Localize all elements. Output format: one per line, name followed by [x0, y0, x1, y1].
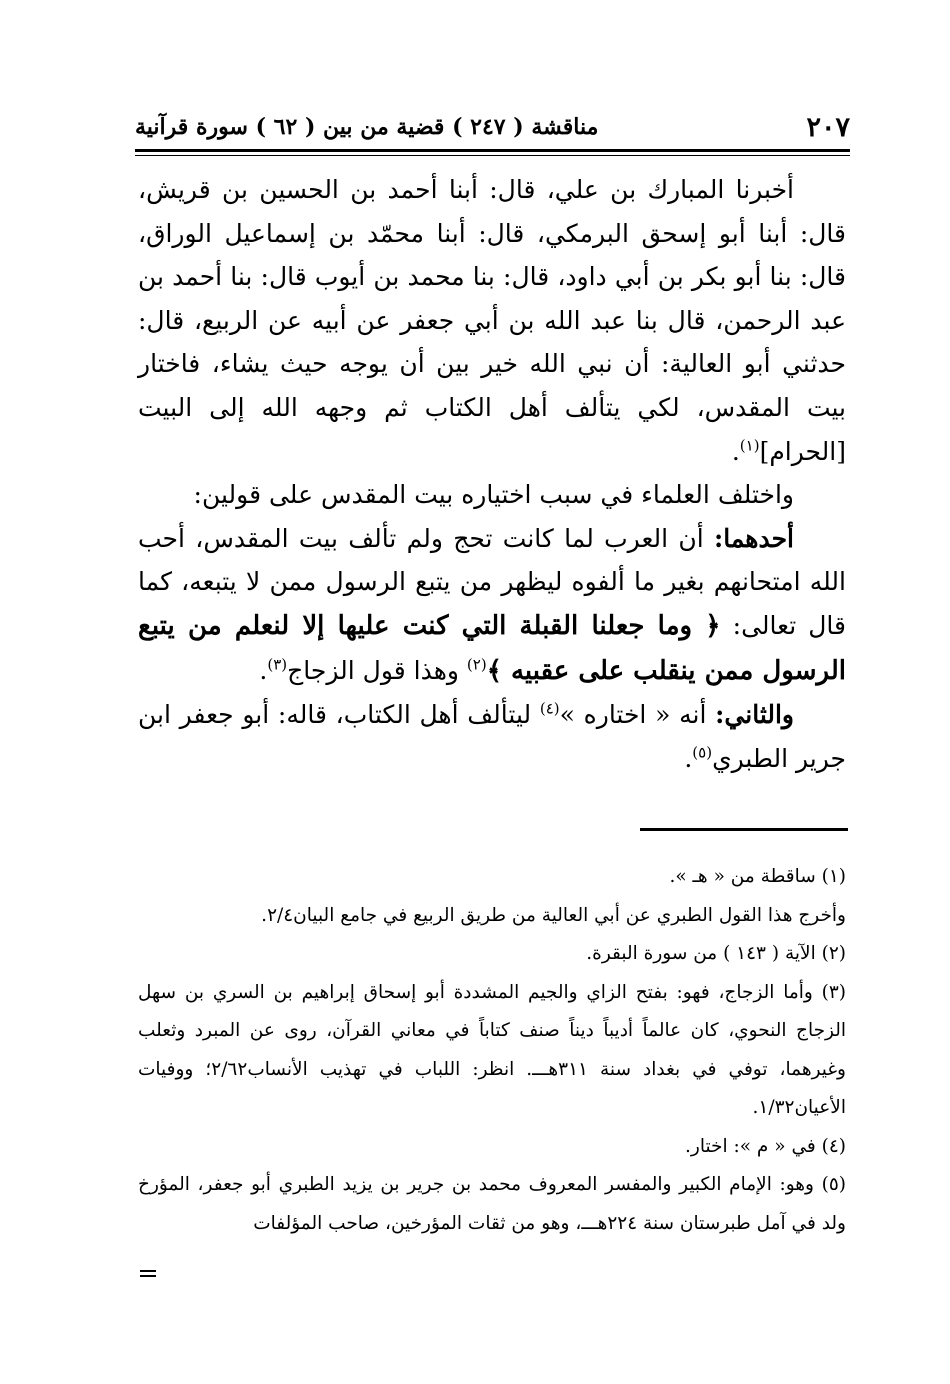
quran-verse: ﴿ وما جعلنا القبلة التي كنت عليها إلا لنعلم من يتبع الرسول ممن ينقلب على عقبيه ﴾	[138, 610, 846, 686]
paragraph-4-text: أنه « اختاره »	[559, 700, 716, 730]
paragraph-3-end: .	[259, 655, 268, 685]
paragraph-1	[138, 168, 846, 473]
footnote-1-number: (١)	[821, 866, 846, 887]
footnote-5-number: (٥)	[821, 1174, 846, 1195]
running-title: مناقشة ( ٢٤٧ ) قضية من بين ( ٦٢ ) سورة قرآنية	[135, 114, 599, 140]
paragraph-1-end: .	[731, 436, 740, 466]
footnote-3	[138, 974, 846, 1128]
footnote-ref-5: (٥)	[692, 743, 713, 762]
paragraph-3-lead: أحدهما:	[713, 523, 794, 553]
paragraph-4	[138, 693, 846, 780]
paragraph-3-mid: وهذا قول الزجاج	[287, 655, 467, 685]
footnote-5-text: وهو: الإمام الكبير والمفسر المعروف محمد بن جرير بن يزيد الطبري أبو جعفر، المؤرخ ولد في آمل طبرستان سنة ٢٢٤هـــ، وهو من ثقات المؤرخين، صاحب المؤلفات	[138, 1174, 846, 1234]
page-number: ٢٠٧	[806, 112, 850, 143]
footnote-separator	[640, 828, 848, 831]
footnote-ref-3: (٣)	[267, 655, 288, 674]
footnote-5	[138, 1166, 846, 1243]
footnote-4	[138, 1128, 846, 1167]
footnote-ref-2: (٢)	[466, 655, 487, 674]
footnote-1-text: ساقطة من « هـ ».	[669, 866, 816, 887]
header-rule-thick	[135, 149, 850, 152]
footnote-3-number: (٣)	[821, 981, 846, 1003]
footnote-2-number: (٢)	[821, 943, 846, 964]
paragraph-3	[138, 517, 846, 693]
main-text	[138, 168, 846, 780]
footnotes	[138, 858, 846, 1243]
paragraph-4-end: .	[684, 743, 693, 773]
footnote-4-text: في « م »: اختار.	[685, 1135, 816, 1157]
header-rule-thin	[135, 155, 850, 156]
footnote-1	[138, 858, 846, 897]
footnote-4-number: (٤)	[821, 1135, 846, 1157]
paragraph-3-text: أن العرب لما كانت تحج ولم تألف بيت المقدس، أحب الله امتحانهم بغير ما ألفوه ليظهر من يتبع الرسول ممن لا يتبعه، كما قال تعالى:	[138, 523, 846, 640]
footnote-3-text: وأما الزجاج، فهو: بفتح الزاي والجيم المشددة أبو إسحاق إبراهيم بن السري بن سهل الزجاج النحوي، كان عالماً أديباً ديناً صنف كتاباً في معاني القرآن، روى عن المبرد وثعلب وغيرهما، توفي في بغداد سنة ٣١١هـــ. انظر: اللباب في تهذيب الأنساب٢/٦٢؛ ووفيات الأعيان١/٣٢.	[138, 981, 846, 1118]
page-header	[135, 110, 850, 150]
footnote-ref-4: (٤)	[539, 699, 560, 718]
footnote-1-continued: وأخرج هذا القول الطبري عن أبي العالية من طريق الربيع في جامع البيان٢/٤.	[261, 904, 846, 926]
continuation-mark	[140, 1270, 156, 1282]
footnote-ref-1: (١)	[739, 436, 760, 455]
paragraph-2: واختلف العلماء في سبب اختياره بيت المقدس على قولين:	[193, 480, 794, 510]
paragraph-1-text: أخبرنا المبارك بن علي، قال: أبنا أحمد بن الحسين بن قريش، قال: أبنا أبو إسحق البرمكي، قال: أبنا محمّد بن إسماعيل الوراق، قال: بنا أبو بكر بن أبي داود، قال: بنا محمد بن أيوب قال: بنا أحمد بن عبد الرحمن، قال بنا عبد الله بن أبي جعفر عن أبيه عن الربيع، قال: حدثني أبو العالية: أن نبي الله خير بين أن يوجه حيث يشاء، فاختار بيت المقدس، لكي يتألف أهل الكتاب ثم وجهه الله إلى البيت [الحرام]	[138, 175, 846, 466]
footnote-2	[138, 935, 846, 974]
paragraph-4-lead: والثاني:	[715, 700, 794, 730]
paragraph-4-mid: ليتألف أهل الكتاب، قاله: أبو جعفر ابن جرير الطبري	[138, 700, 846, 773]
footnote-2-text: الآية ( ١٤٣ ) من سورة البقرة.	[586, 943, 816, 964]
